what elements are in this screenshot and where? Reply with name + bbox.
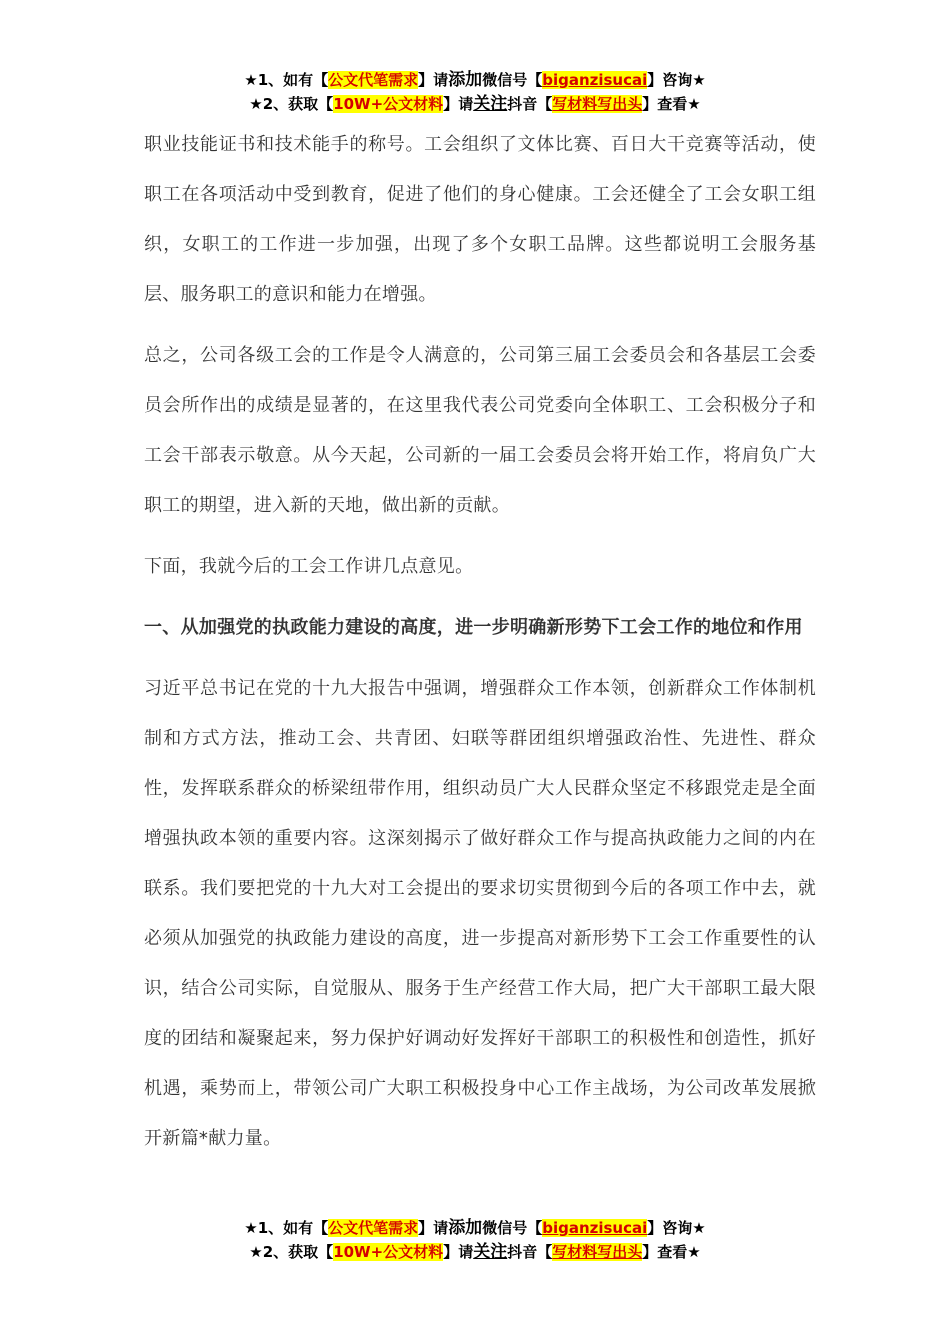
paragraph: 职业技能证书和技术能手的称号。工会组织了文体比赛、百日大干竞赛等活动，使职工在各项活动中受到教育，促进了他们的身心健康。工会还健全了工会女职工组织，女职工的工作进一步加强，出现了多个女职工品牌。这些都说明工会服务基层、服务职工的意识和能力在增强。 — [144, 134, 816, 305]
banner-text: ★1、如有【 — [244, 71, 329, 89]
banner-highlight: 10W+公文材料 — [333, 1243, 444, 1261]
banner-text: 微信号【 — [482, 1219, 543, 1237]
banner-emphasis: 关注 — [473, 94, 508, 114]
banner-text: ★2、获取【 — [249, 95, 334, 113]
banner-text: 】查看★ — [642, 1243, 701, 1261]
banner-text: 】咨询★ — [647, 1219, 706, 1237]
banner-text: 】查看★ — [642, 95, 701, 113]
banner-text: 】咨询★ — [647, 71, 706, 89]
banner-line-1 — [0, 1216, 950, 1240]
banner-highlight: 公文代笔需求 — [328, 1219, 419, 1237]
banner-line-2 — [0, 1240, 950, 1264]
banner-text: 微信号【 — [482, 71, 543, 89]
banner-text: 】请 — [443, 1243, 474, 1261]
banner-line-2 — [0, 92, 950, 116]
banner-wechat-id: biganzisucai — [542, 71, 648, 89]
banner-highlight: 10W+公文材料 — [333, 95, 444, 113]
section-heading: 一、从加强党的执政能力建设的高度，进一步明确新形势下工会工作的地位和作用 — [144, 617, 803, 638]
banner-douyin-id: 写材料写出头 — [552, 1243, 643, 1261]
document-body — [144, 120, 816, 1164]
banner-text: 】请 — [443, 95, 474, 113]
header-banner — [0, 68, 950, 116]
banner-text: 抖音【 — [507, 95, 553, 113]
banner-emphasis: 关注 — [473, 1242, 508, 1262]
banner-emphasis: 添加 — [448, 1218, 483, 1238]
banner-douyin-id: 写材料写出头 — [552, 95, 643, 113]
banner-emphasis: 添加 — [448, 70, 483, 90]
paragraph: 下面，我就今后的工会工作讲几点意见。 — [144, 556, 474, 577]
banner-text: ★1、如有【 — [244, 1219, 329, 1237]
paragraph: 习近平总书记在党的十九大报告中强调，增强群众工作本领，创新群众工作体制机制和方式方法，推动工会、共青团、妇联等群团组织增强政治性、先进性、群众性，发挥联系群众的桥梁纽带作用，组织动员广大人民群众坚定不移跟党走是全面增强执政本领的重要内容。这深刻揭示了做好群众工作与提高执政能力之间的内在联系。我们要把党的十九大对工会提出的要求切实贯彻到今后的各项工作中去，就必须从加强党的执政能力建设的高度，进一步提高对新形势下工会工作重要性的认识，结合公司实际，自觉服从、服务于生产经营工作大局，把广大干部职工最大限度的团结和凝聚起来，努力保护好调动好发挥好干部职工的积极性和创造性，抓好机遇，乘势而上，带领公司广大职工积极投身中心工作主战场，为公司改革发展掀开新篇*献力量。 — [144, 678, 816, 1149]
banner-text: 抖音【 — [507, 1243, 553, 1261]
banner-highlight: 公文代笔需求 — [328, 71, 419, 89]
banner-text: 】请 — [418, 1219, 449, 1237]
banner-text: 】请 — [418, 71, 449, 89]
footer-banner — [0, 1216, 950, 1264]
paragraph: 总之，公司各级工会的工作是令人满意的，公司第三届工会委员会和各基层工会委员会所作出的成绩是显著的，在这里我代表公司党委向全体职工、工会积极分子和工会干部表示敬意。从今天起，公司新的一届工会委员会将开始工作，将肩负广大职工的期望，进入新的天地，做出新的贡献。 — [144, 345, 816, 516]
banner-wechat-id: biganzisucai — [542, 1219, 648, 1237]
banner-line-1 — [0, 68, 950, 92]
banner-text: ★2、获取【 — [249, 1243, 334, 1261]
